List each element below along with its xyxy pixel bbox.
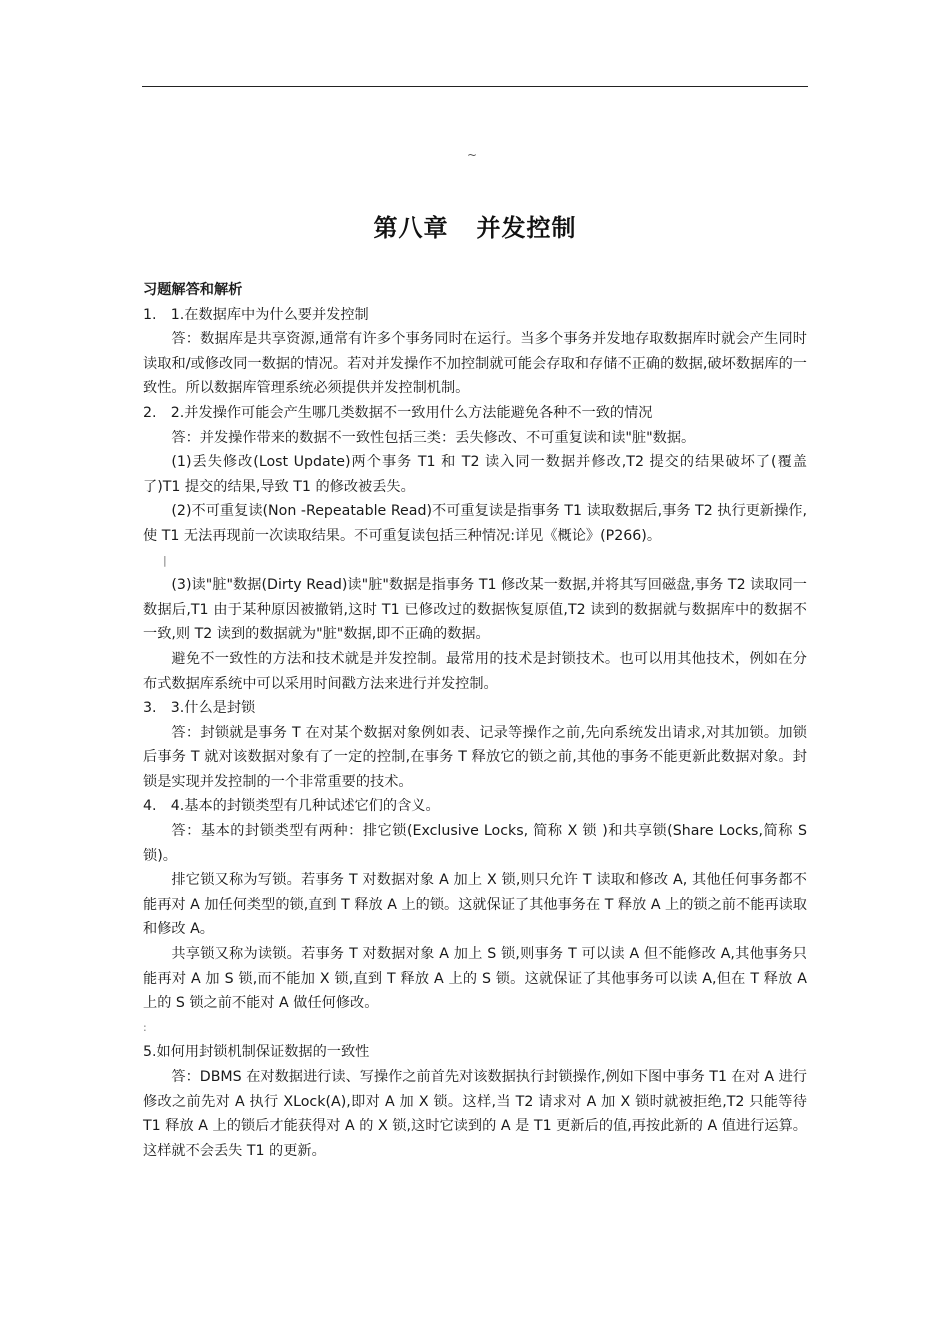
answer-2-lost-update: (1)丢失修改(Lost Update)两个事务 T1 和 T2 读入同一数据并修改,T2 提交的结果破坏了(覆盖了)T1 提交的结果,导致 T1 的修改被丢失。 [143, 454, 807, 495]
section-heading: 习题解答和解析 [143, 282, 243, 298]
chapter-title-number: 第八章 [373, 214, 449, 242]
stray-mark: | [163, 553, 167, 567]
answer-4: 答：基本的封锁类型有两种：排它锁(Exclusive Locks, 简称 X 锁 )和共享锁(Share Locks,简称 S 锁)。 [143, 823, 807, 864]
answer-4-share-lock: 共享锁又称为读锁。若事务 T 对数据对象 A 加上 S 锁,则事务 T 可以读 A 但不能修改 A,其他事务只能再对 A 加 S 锁,而不能加 X 锁,直到 T 释放 A 上的 S 锁。这就保证了其他事务可以读 A,但在 T 释放 A 上的 S 锁之前不能对 A 做任何修改。 [143, 946, 807, 1012]
header-tilde: ~ [467, 148, 478, 162]
answer-1: 答：数据库是共享资源,通常有许多个事务同时在运行。当多个事务并发地存取数据库时就会产生同时读取和/或修改同一数据的情况。若对并发操作不加控制就可能会存取和存储不正确的数据,破坏数据库的一致性。所以数据库管理系统必须提供并发控制机制。 [143, 331, 807, 397]
answer-3: 答：封锁就是事务 T 在对某个数据对象例如表、记录等操作之前,先向系统发出请求,对其加锁。加锁后事务 T 就对该数据对象有了一定的控制,在事务 T 释放它的锁之前,其他的事务不能更新此数据对象。封锁是实现并发控制的一个非常重要的技术。 [143, 724, 807, 790]
answer-2-non-repeatable-read: (2)不可重复读(Non -Repeatable Read)不可重复读是指事务 T1 读取数据后,事务 T2 执行更新操作,使 T1 无法再现前一次读取结果。不可重复读包括三种情况:详见《概论》(P266)。 [143, 503, 807, 544]
question-1: 1. 1.在数据库中为什么要并发控制 [143, 306, 369, 323]
header-rule [142, 86, 808, 87]
stray-mark-2: : [143, 1020, 147, 1034]
answer-5: 答：DBMS 在对数据进行读、写操作之前首先对该数据执行封锁操作,例如下图中事务 T1 在对 A 进行修改之前先对 A 执行 XLock(A),即对 A 加 X 锁。这样,当 T2 请求对 A 加 X 锁时就被拒绝,T2 只能等待 T1 释放 A 上的锁后才能获得对 A 的 X 锁,这时它读到的 A 是 T1 更新后的值,再按此新的 A 值进行运算。这样就不会丢失 T1 的更新。 [143, 1069, 807, 1159]
chapter-title-name: 并发控制 [476, 214, 577, 242]
answer-2-dirty-read: (3)读"脏"数据(Dirty Read)读"脏"数据是指事务 T1 修改某一数据,并将其写回磁盘,事务 T2 读取同一数据后,T1 由于某种原因被撤销,这时 T1 已修改过的数据恢复原值,T2 读到的数据就与数据库中的数据不一致,则 T2 读到的数据就为"脏"数据,即不正确的数据。 [143, 577, 807, 643]
chapter-title [0, 208, 950, 243]
question-3: 3. 3.什么是封锁 [143, 700, 256, 717]
question-2: 2. 2.并发操作可能会产生哪几类数据不一致用什么方法能避免各种不一致的情况 [143, 404, 653, 421]
document-body [143, 278, 807, 1163]
answer-2: 答：并发操作带来的数据不一致性包括三类：丢失修改、不可重复读和读"脏"数据。 [171, 429, 696, 446]
answer-2-avoidance: 避免不一致性的方法和技术就是并发控制。最常用的技术是封锁技术。也可以用其他技术，例如在分布式数据库系统中可以采用时间戳方法来进行并发控制。 [143, 650, 807, 692]
answer-4-exclusive-lock: 排它锁又称为写锁。若事务 T 对数据对象 A 加上 X 锁,则只允许 T 读取和修改 A, 其他任何事务都不能再对 A 加任何类型的锁,直到 T 释放 A 上的锁。这就保证了其他事务在 T 释放 A 上的锁之前不能再读取和修改 A。 [143, 872, 807, 938]
question-5: 5.如何用封锁机制保证数据的一致性 [143, 1044, 370, 1061]
question-4: 4. 4.基本的封锁类型有几种试述它们的含义。 [143, 798, 440, 815]
